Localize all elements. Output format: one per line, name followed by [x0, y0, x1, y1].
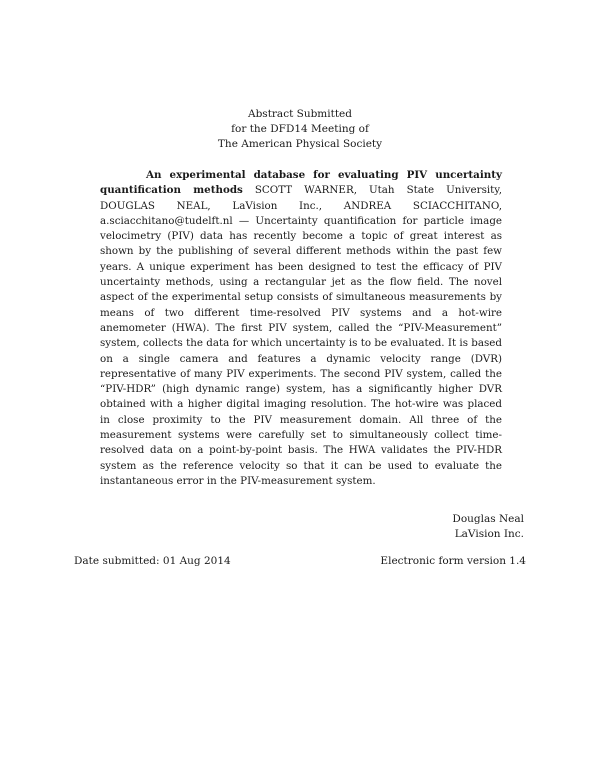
date-submitted: Date submitted: 01 Aug 2014: [74, 555, 231, 567]
header-line-abstract-submitted: Abstract Submitted: [248, 108, 352, 120]
header-line-society: The American Physical Society: [217, 138, 383, 150]
abstract-authors: SCOTT WARNER, Utah State University, DOUGLAS NEAL, LaVision Inc., ANDREA SCIACCHITANO, a.sciacchitano@tudelft.nl: [100, 184, 503, 227]
abstract-title: An experimental database for evaluating PIV uncertainty quantification methods: [100, 169, 502, 197]
abstract-separator: —: [232, 214, 256, 227]
submitter-affiliation: LaVision Inc.: [454, 528, 524, 540]
submitter-block: [452, 512, 524, 542]
abstract-paragraph: [100, 168, 502, 489]
header-line-meeting: for the DFD14 Meeting of: [231, 123, 369, 135]
submission-header: [0, 107, 600, 152]
submitter-name: Douglas Neal: [452, 513, 524, 525]
abstract-body: Uncertainty quantification for particle image velocimetry (PIV) data has recently become a topic of great interest as shown by the publishing of several different methods within the past few years. A unique experiment has been designed to test the efficacy of PIV uncertainty methods, using a rectangular jet as the flow field. The novel aspect of the experimental setup consists of simultaneous measurements by means of two different time-resolved PIV systems and a hot-wire anemometer (HWA). The first PIV system, called the “PIV-Measurement” system, collects the data for which uncertainty is to be evaluated. It is based on a single camera and features a dynamic velocity range (DVR) representative of many PIV experiments. The second PIV system, called the “PIV-HDR” (high dynamic range) system, has a significantly higher DVR obtained with a higher digital imaging resolution. The hot-wire was placed in close proximity to the PIV measurement domain. All three of the measurement systems were carefully set to simultaneously collect time-resolved data on a point-by-point basis. The HWA validates the PIV-HDR system as the reference velocity so that it can be used to evaluate the instantaneous error in the PIV-measurement system.: [100, 214, 503, 487]
form-version: Electronic form version 1.4: [380, 555, 526, 567]
